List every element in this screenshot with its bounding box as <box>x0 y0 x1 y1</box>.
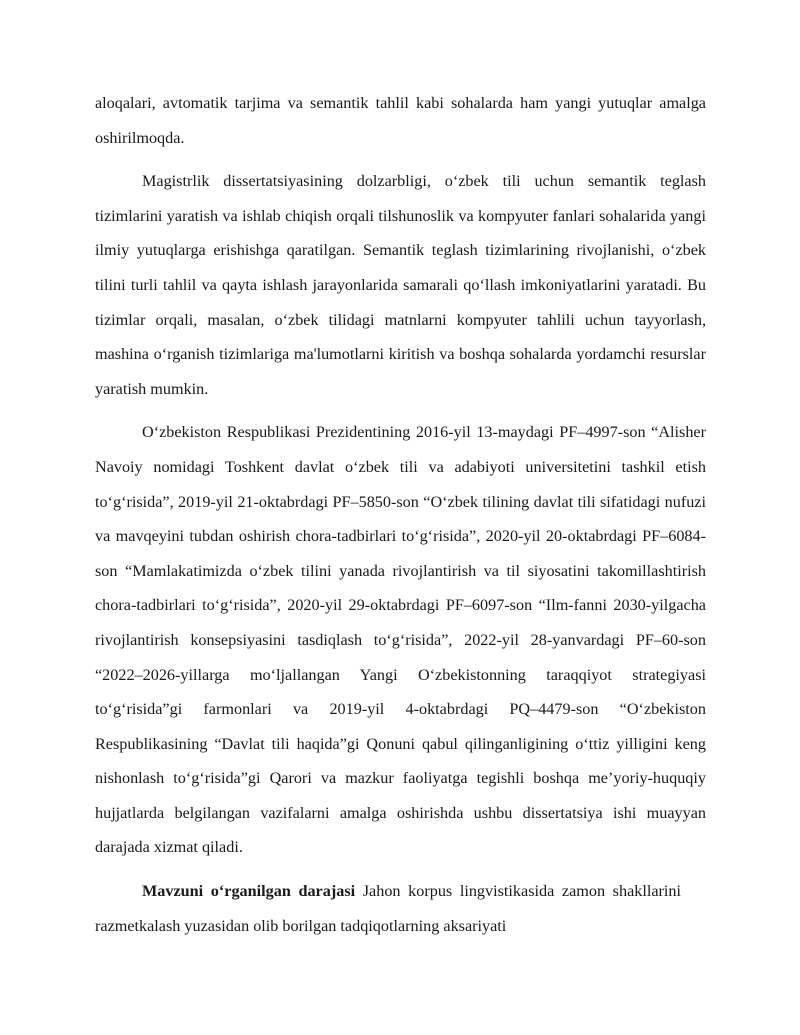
paragraph-relevance: Magistrlik dissertatsiyasining dolzarbligi, o‘zbek tili uchun semantik teglash tizimlarini yaratish va ishlab chiqish orqali tilshunoslik va kompyuter fanlari sohalarida yangi ilmiy yutuqlarga erishishga qaratilgan. Semantik teglash tizimlarining rivojlanishi, o‘zbek tilini turli tahlil va qayta ishlash jarayonlarida samarali qo‘llash imkoniyatlarini yaratadi. Bu tizimlar orqali, masalan, o‘zbek tilidagi matnlarni kompyuter tahlili uchun tayyorlash, mashina o‘rganish tizimlariga ma'lumotlarni kiritish va boshqa sohalarda yordamchi resurslar yaratish mumkin. <box>95 172 706 398</box>
paragraph-legal-basis: O‘zbekiston Respublikasi Prezidentining 2016-yil 13-maydagi PF–4997-son “Alisher Navoiy nomidagi Toshkent davlat o‘zbek tili va adabiyoti universitetini tashkil etish to‘g‘risida”, 2019-yil 21-oktabrdagi PF–5850-son “O‘zbek tilining davlat tili sifatidagi nufuzi va mavqeyini tubdan oshirish chora-tadbirlari to‘g‘risida”, 2020-yil 20-oktabrdagi PF–6084-son “Mamlakatimizda o‘zbek tilini yanada rivojlantirish va til siyosatini takomillashtirish chora-tadbirlari to‘g‘risida”, 2020-yil 29-oktabrdagi PF–6097-son “Ilm-fanni 2030-yilgacha rivojlantirish konsepsiyasini tasdiqlash to‘g‘risida”, 2022-yil 28-yanvardagi PF–60-son “2022–2026-yillarga mo‘ljallangan Yangi O‘zbekistonning taraqqiyot strategiyasi to‘g‘risida”gi farmonlari va 2019-yil 4-oktabrdagi PQ–4479-son “O‘zbekiston Respublikasining “Davlat tili haqida”gi Qonuni qabul qilinganligining o‘ttiz yilligini keng nishonlash to‘g‘risida”gi Qarori va mazkur faoliyatga tegishli boshqa me’yoriy-huquqiy hujjatlarda belgilangan vazifalarni amalga oshirishda ushbu dissertatsiya ishi muayyan darajada xizmat qiladi. <box>95 423 706 857</box>
section-heading-research-degree: Mavzuni o‘rganilgan darajasi <box>142 882 356 901</box>
document-page <box>95 86 706 952</box>
paragraph-intro-continuation: aloqalari, avtomatik tarjima va semantik tahlil kabi sohalarda ham yangi yutuqlar amalga oshirilmoqda. <box>95 94 706 147</box>
paragraph-research-degree-text: Jahon korpus lingvistikasida zamon shakllarini razmetkalash yuzasidan olib borilgan tadqiqotlarning aksariyati <box>95 882 682 935</box>
paragraph-research-degree <box>95 874 681 943</box>
